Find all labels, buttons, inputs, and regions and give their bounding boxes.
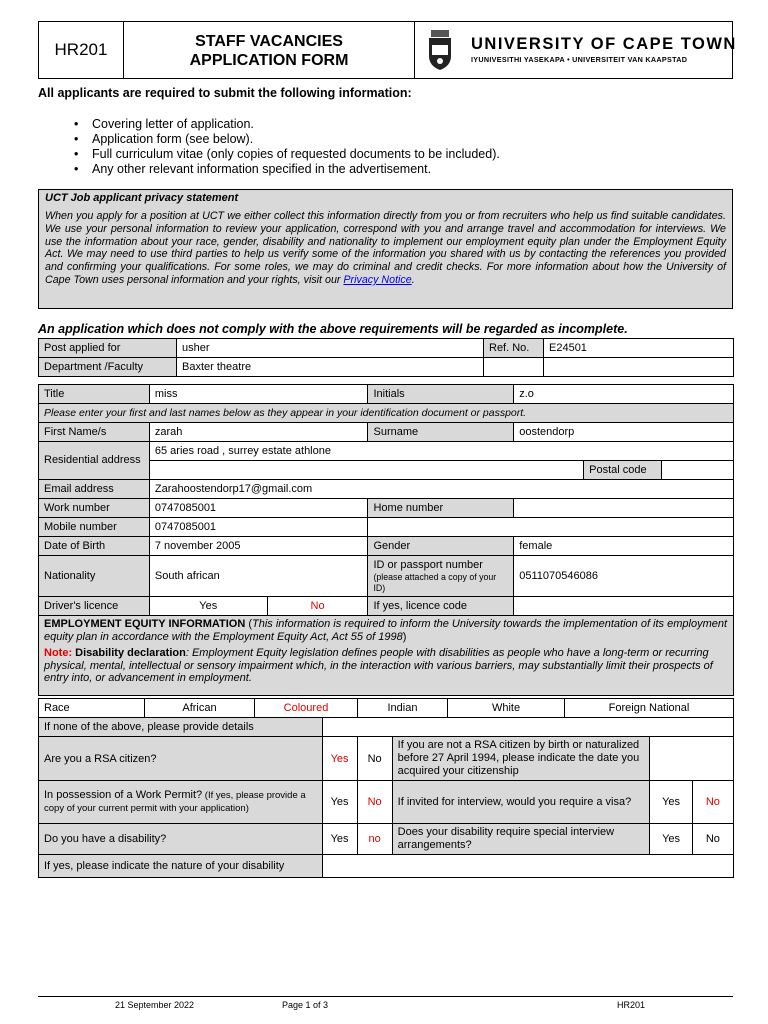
licence-code-label: If yes, licence code (368, 597, 514, 616)
rsa-citizen-yes[interactable]: Yes (322, 737, 357, 781)
citizenship-table (38, 717, 734, 878)
licence-no[interactable]: No (267, 597, 368, 616)
post-value[interactable]: usher (177, 339, 484, 358)
visa-question: If invited for interview, would you require a visa? (392, 781, 650, 824)
header-box (38, 21, 737, 79)
requirements-list (38, 117, 500, 177)
form-title (124, 32, 414, 70)
form-title-line1: STAFF VACANCIES (195, 33, 343, 50)
footer-code: HR201 (617, 1000, 646, 1010)
post-table (38, 338, 734, 377)
postal-code-value[interactable] (662, 461, 734, 480)
list-item: • Any other relevant information specified in the advertisement. (38, 162, 500, 177)
licence-label: Driver's licence (39, 597, 150, 616)
email-label: Email address (39, 480, 150, 499)
disability-question: Do you have a disability? (39, 824, 323, 855)
title-label: Title (39, 385, 150, 404)
list-item: • Application form (see below). (38, 132, 500, 147)
disability-label: Disability declaration (75, 647, 186, 660)
privacy-end: . (411, 273, 415, 286)
dept-label: Department /Faculty (39, 358, 177, 377)
id-number-label: ID or passport number (373, 558, 483, 571)
visa-no[interactable]: No (692, 781, 733, 824)
nationality-label: Nationality (39, 556, 150, 597)
postal-code-label: Postal code (584, 461, 662, 480)
university-name: UNIVERSITY OF CAPE TOWN (471, 35, 737, 53)
dob-value[interactable]: 7 november 2005 (149, 537, 368, 556)
rsa-citizen-question: Are you a RSA citizen? (39, 737, 323, 781)
list-item: • Covering letter of application. (38, 117, 500, 132)
citizenship-date-question: If you are not a RSA citizen by birth or naturalized before 27 April 1994, please indicate the date you acquired your citizenship (392, 737, 650, 781)
race-white[interactable]: White (448, 699, 565, 718)
disability-nature-value[interactable] (322, 855, 733, 878)
race-foreign-national[interactable]: Foreign National (565, 699, 734, 718)
post-label: Post applied for (39, 339, 177, 358)
names-note: Please enter your first and last names below as they appear in your identification document or passport. (39, 404, 734, 423)
surname-value[interactable]: oostendorp (514, 423, 734, 442)
work-permit-note: (If yes, please provide a copy of your current permit with your application) (44, 790, 306, 814)
form-title-line2: APPLICATION FORM (189, 52, 349, 69)
id-number-label-cell (368, 556, 514, 597)
nationality-value[interactable]: South african (149, 556, 368, 597)
work-permit-no[interactable]: No (357, 781, 392, 824)
disability-nature-question: If yes, please indicate the nature of your disability (39, 855, 323, 878)
licence-code-value[interactable] (514, 597, 734, 616)
privacy-statement-box (38, 189, 733, 309)
title-value[interactable]: miss (149, 385, 368, 404)
mobile-empty (368, 518, 734, 537)
university-subtitle: IYUNIVESITHI YASEKAPA • UNIVERSITEIT VAN KAAPSTAD (471, 55, 688, 64)
work-permit-question-cell (39, 781, 323, 824)
id-number-value[interactable]: 0511070546086 (514, 556, 734, 597)
home-number-value[interactable] (514, 499, 734, 518)
equity-heading-note: This information is required to inform the University towards the implementation of its employment equity plan in accordance with the Employment Equity Act, Act 55 of 1998 (44, 618, 728, 643)
home-number-label: Home number (368, 499, 514, 518)
race-indian[interactable]: Indian (358, 699, 448, 718)
form-code: HR201 (39, 22, 124, 78)
equity-heading: EMPLOYMENT EQUITY INFORMATION (44, 618, 246, 630)
footer-rule (38, 996, 733, 997)
list-item: • Full curriculum vitae (only copies of requested documents to be included). (38, 147, 500, 162)
equity-heading-block: EMPLOYMENT EQUITY INFORMATION (This information is required to inform the University towards the implementation of its employment equity plan in accordance with the Employment Equity Act, Act 55 of 1998) (44, 618, 728, 643)
dept-empty-1 (484, 358, 544, 377)
privacy-notice-link[interactable]: Privacy Notice (343, 273, 412, 286)
mobile-number-label: Mobile number (39, 518, 150, 537)
race-label: Race (39, 699, 145, 718)
race-african[interactable]: African (145, 699, 255, 718)
footer-date: 21 September 2022 (115, 1000, 195, 1010)
intro-heading: All applicants are required to submit the following information: (38, 86, 412, 100)
disability-text: : Employment Equity legislation defines people with disabilities as people who have a long-term or recurring physical, mental, intellectual or sensory impairment which, in the interaction with various barriers, may substantially limit their prospects of entry into, or advancement in employment. (44, 647, 713, 685)
ref-label: Ref. No. (484, 339, 544, 358)
visa-yes[interactable]: Yes (650, 781, 692, 824)
privacy-body (45, 210, 726, 287)
special-arrangements-no[interactable]: No (692, 824, 733, 855)
incomplete-warning: An application which does not comply with the above requirements will be regarded as incomplete. (38, 322, 628, 336)
privacy-title: UCT Job applicant privacy statement (45, 192, 239, 204)
citizenship-date-value[interactable] (650, 737, 734, 781)
race-table (38, 698, 734, 718)
address-label: Residential address (39, 442, 150, 480)
work-number-value[interactable]: 0747085001 (149, 499, 368, 518)
work-number-label: Work number (39, 499, 150, 518)
dob-label: Date of Birth (39, 537, 150, 556)
email-value[interactable]: Zarahoostendorp17@gmail.com (149, 480, 733, 499)
surname-label: Surname (368, 423, 514, 442)
disability-no[interactable]: no (357, 824, 392, 855)
disability-yes[interactable]: Yes (322, 824, 357, 855)
first-name-value[interactable]: zarah (149, 423, 368, 442)
race-coloured[interactable]: Coloured (255, 699, 358, 718)
uct-crest-icon (427, 28, 453, 72)
none-above-value[interactable] (322, 718, 733, 737)
none-above-label: If none of the above, please provide details (39, 718, 323, 737)
note-label: Note: (44, 647, 73, 660)
initials-label: Initials (368, 385, 514, 404)
licence-yes[interactable]: Yes (149, 597, 267, 616)
dept-empty-2 (544, 358, 734, 377)
personal-details-table (38, 384, 734, 696)
disability-declaration (44, 647, 728, 685)
initials-value[interactable]: z.o (514, 385, 734, 404)
footer-page: Page 1 of 3 (282, 1000, 329, 1010)
mobile-number-value[interactable]: 0747085001 (149, 518, 368, 537)
special-arrangements-question: Does your disability require special interview arrangements? (392, 824, 650, 855)
equity-info-cell (39, 616, 734, 696)
rsa-citizen-no[interactable]: No (357, 737, 392, 781)
work-permit-question: In possession of a Work Permit? (44, 789, 203, 801)
special-arrangements-yes[interactable]: Yes (650, 824, 692, 855)
ref-value[interactable]: E24501 (544, 339, 734, 358)
dept-value[interactable]: Baxter theatre (177, 358, 484, 377)
gender-label: Gender (368, 537, 514, 556)
first-name-label: First Name/s (39, 423, 150, 442)
gender-value[interactable]: female (514, 537, 734, 556)
header-divider (414, 22, 415, 78)
privacy-text: When you apply for a position at UCT we either collect this information directly from you or from recruiters who help us find suitable candidates. We use your personal information to review your application, correspond with you and arrange travel and accommodation for interviews. We use the information about your race, gender, disability and nationality to implement our employment equity plan under the Employment Equity Act. We may need to use third parties to help us verify some of the information you shared with us by contacting the references you provided and confirming your qualifications. For some roles, we may do criminal and credit checks. For more information about how the University of Cape Town uses personal information and your rights, visit our (45, 210, 726, 286)
id-number-note: (please attached a copy of your ID) (373, 571, 497, 593)
address-value[interactable]: 65 aries road , surrey estate athlone (149, 442, 733, 461)
address-line2[interactable] (149, 461, 583, 480)
work-permit-yes[interactable]: Yes (322, 781, 357, 824)
